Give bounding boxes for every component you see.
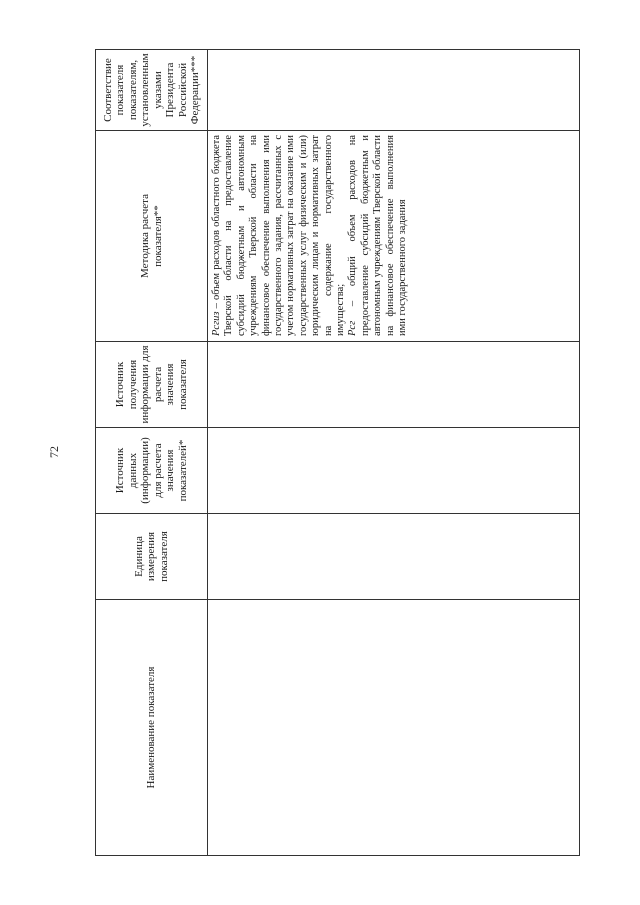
header-indicator-name	[96, 600, 208, 856]
cell-compliance	[208, 50, 580, 131]
methodology-text-1: – объем расходов областного бюджета Тверской области на предоставление субсидий бюджетным и автономным учреждениям Тверской области на финансовое обеспечение выполнения ими государственного задания, рассчитанных с учетом нормативных затрат на оказание ими государственных услуг физическим и (или) юридическим лицам и нормативных затрат на содержание государственного имущества;	[211, 135, 347, 336]
formula-symbol-rsgiz: Рсгиз	[211, 311, 222, 336]
indicator-table	[95, 49, 580, 856]
header-methodology-label: Методика расчета показателя**	[139, 194, 164, 278]
cell-data-source	[208, 428, 580, 514]
cell-indicator-name	[208, 600, 580, 856]
methodology-paragraph-1	[211, 135, 347, 336]
header-methodology	[96, 131, 208, 342]
header-info-source-label: Источник получения информации для расчета значения показателя	[114, 345, 189, 424]
header-indicator-name-label: Наименование показателя	[145, 666, 158, 789]
cell-methodology	[208, 131, 580, 342]
header-info-source	[96, 342, 208, 428]
indicator-table-frame	[95, 50, 579, 856]
header-data-source	[96, 428, 208, 514]
formula-symbol-rsg: Рсг	[347, 320, 359, 336]
header-unit-label: Единица измерения показателя	[132, 531, 170, 582]
methodology-text-2: – общий объем расходов на предоставление субсидий бюджетным и автономным учреждениям Тверской области на финансовое обеспечение выполнения ими государственного задания	[347, 135, 409, 336]
header-compliance	[96, 50, 208, 131]
cell-info-source	[208, 342, 580, 428]
methodology-paragraph-2	[347, 135, 409, 336]
header-unit	[96, 514, 208, 600]
table-header-row	[96, 50, 208, 856]
cell-unit	[208, 514, 580, 600]
indicator-table-rotated	[95, 50, 579, 856]
header-compliance-label: Соответствие показателя показателям, установленным указами Президента Российской Федерации***	[101, 53, 201, 127]
page-number: 72	[47, 446, 61, 458]
table-row	[208, 50, 580, 856]
header-data-source-label: Источник данных (информации) для расчета значения показателей*	[114, 437, 189, 504]
